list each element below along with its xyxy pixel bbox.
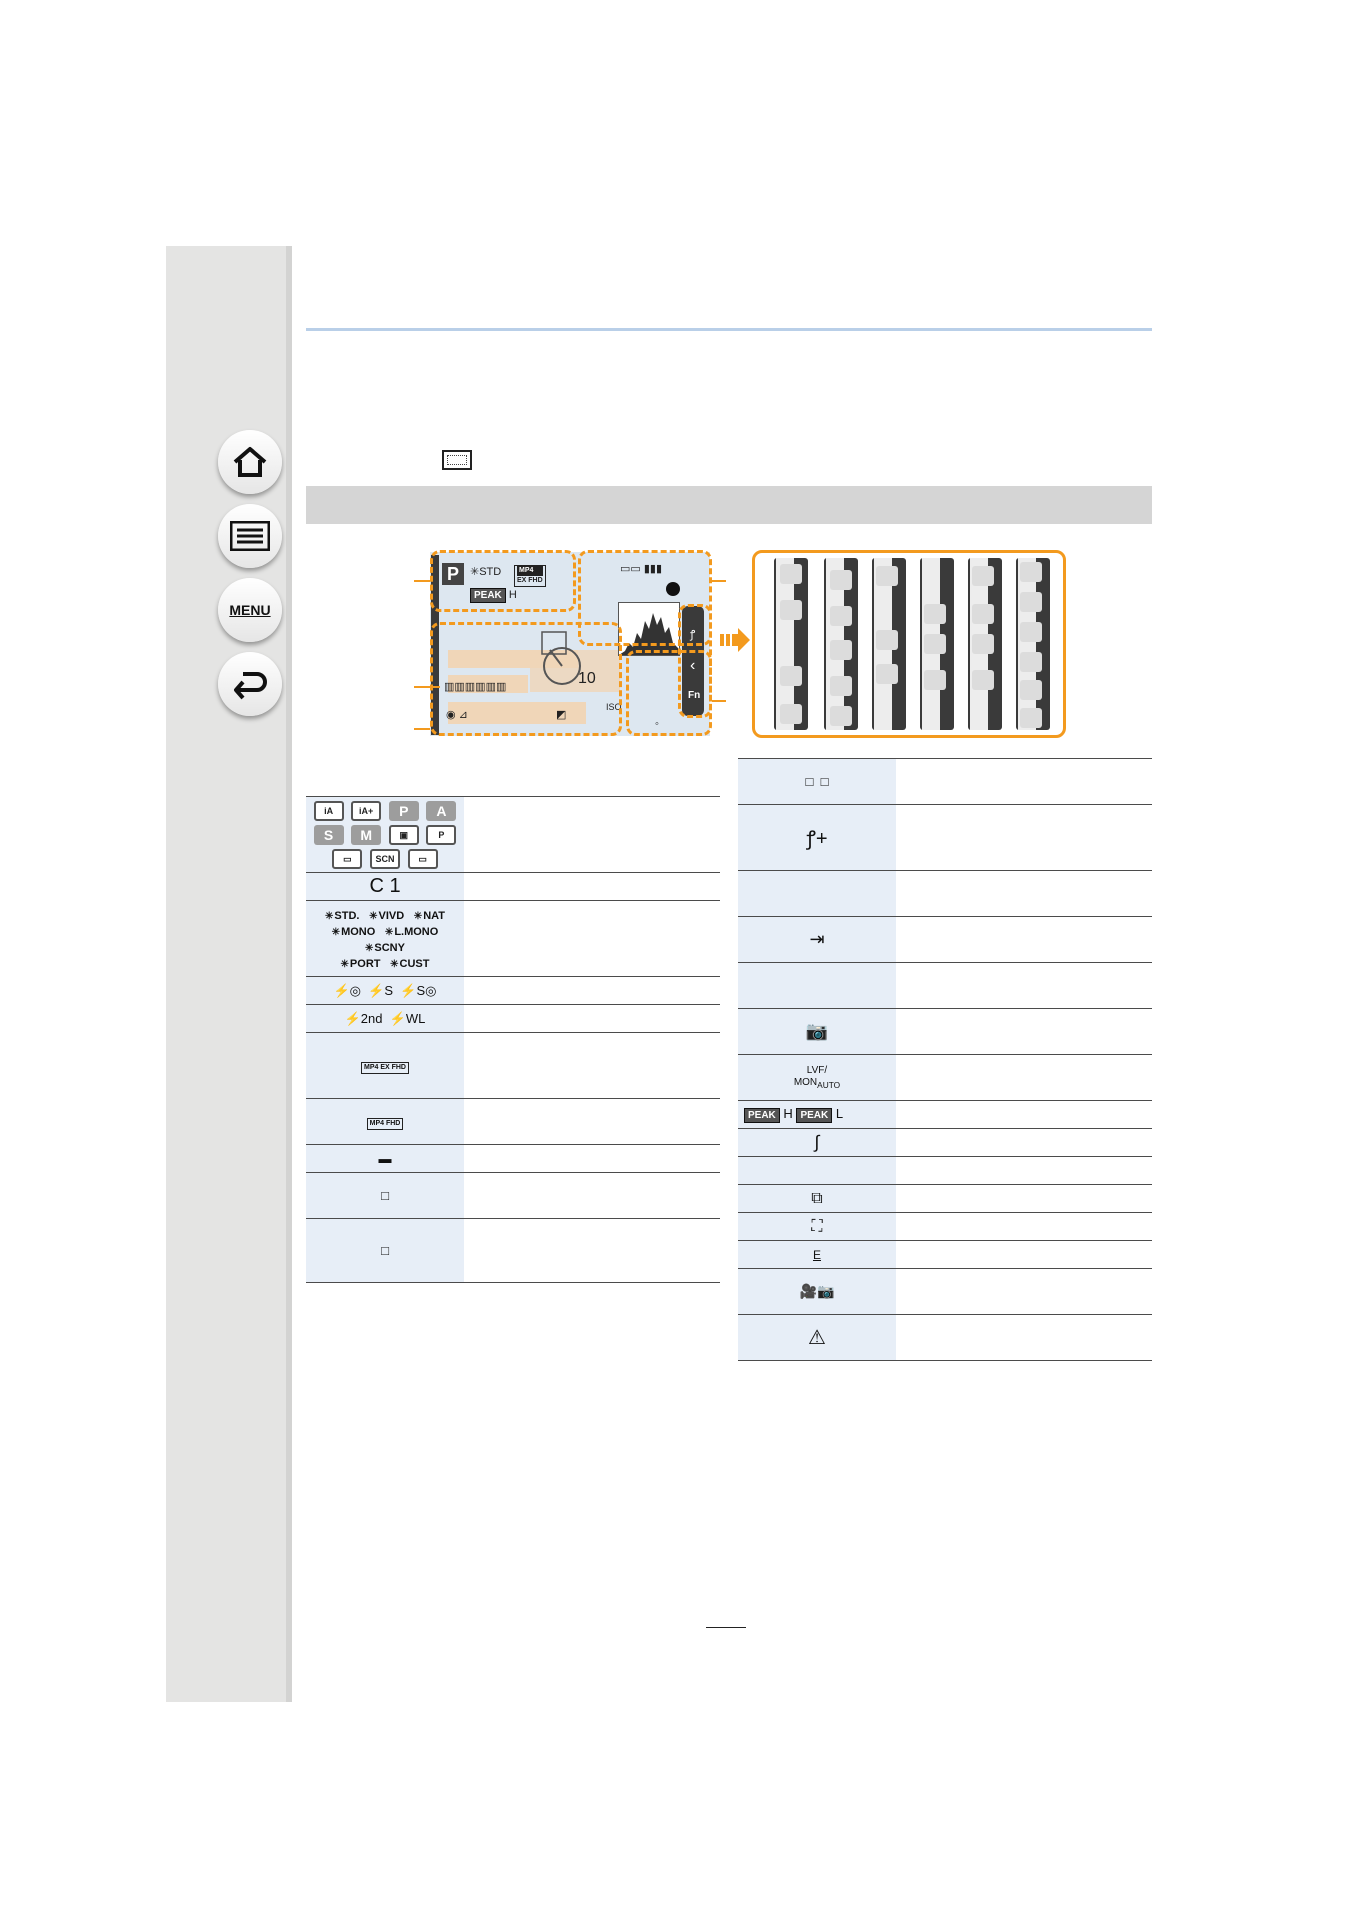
custom-set-icon: C 1 — [306, 873, 464, 901]
table-row — [306, 873, 720, 901]
group-top-left — [430, 550, 576, 612]
menu-btn-6a[interactable] — [1020, 562, 1042, 582]
mp4-badge: MP4 EX FHD — [514, 565, 546, 587]
aperture-priority-icon: A — [426, 801, 456, 821]
icon-cell — [738, 871, 896, 917]
creative-control-icon: ▭ — [408, 849, 438, 869]
menu-btn-1c[interactable] — [780, 666, 802, 686]
menu-btn-2b[interactable] — [830, 606, 852, 626]
desc-cell — [896, 1009, 1152, 1055]
menu-btn-2e[interactable] — [830, 706, 852, 726]
format-cell — [306, 1033, 464, 1099]
desc-cell — [896, 1185, 1152, 1213]
flash-wireless-icon: ⚡WL — [389, 1010, 426, 1026]
table-row — [738, 1101, 1152, 1129]
quality-icon: □ — [381, 1243, 389, 1258]
menu-btn-4a[interactable] — [924, 604, 946, 624]
table-row — [306, 797, 720, 873]
peak-low-badge: PEAK — [796, 1108, 832, 1123]
lvf-mon-auto-icon — [738, 1055, 896, 1101]
desc-cell — [896, 917, 1152, 963]
menu-btn-4c[interactable] — [924, 670, 946, 690]
input-icon: ⇥ — [738, 917, 896, 963]
desc-cell — [464, 1099, 720, 1145]
leader-4 — [712, 580, 726, 582]
desc-cell — [896, 1129, 1152, 1157]
af-point-icon: ◦ — [655, 718, 659, 730]
picture-size-icon: □ — [381, 1188, 389, 1203]
menu-btn-1d[interactable] — [780, 704, 802, 724]
sidebar-edge — [286, 246, 292, 1702]
flash-slow-sync-red-eye-icon: ⚡S◎ — [400, 982, 437, 998]
photo-style-cell — [306, 901, 464, 977]
flash-sync-cell — [306, 1005, 464, 1033]
flash-slow-sync-icon: ⚡S — [368, 982, 394, 998]
table-row — [306, 1219, 720, 1283]
desc-cell — [464, 1005, 720, 1033]
auto-label: AUTO — [817, 1079, 841, 1090]
table-row — [306, 1099, 720, 1145]
format-cell — [306, 1099, 464, 1145]
table-row — [738, 963, 1152, 1009]
highlight-shadow-icon: ∫ — [738, 1129, 896, 1157]
desc-cell — [896, 871, 1152, 917]
desc-cell — [896, 759, 1152, 805]
desc-cell — [896, 1241, 1152, 1269]
menu-btn-5d[interactable] — [972, 670, 994, 690]
table-row — [738, 1157, 1152, 1185]
menu-btn-6c[interactable] — [1020, 622, 1042, 642]
flash-red-eye-icon: ⚡◎ — [333, 982, 361, 998]
table-row — [738, 1269, 1152, 1315]
peak-high-label: H — [783, 1106, 793, 1121]
photo-style-mono: ✳ MONO — [332, 926, 376, 938]
aspect-cell — [306, 1145, 464, 1173]
desc-cell — [464, 1219, 720, 1283]
table-row — [738, 805, 1152, 871]
table-row — [738, 1213, 1152, 1241]
multi-exposure-icon: ⧉ — [738, 1185, 896, 1213]
table-row — [306, 1033, 720, 1099]
exposure-comp-icon: ◩ — [556, 709, 567, 721]
desc-cell — [464, 1173, 720, 1219]
box-icon-1: □ — [805, 774, 814, 789]
touch-tab-plus-icon: ꝭ+ — [738, 805, 896, 871]
menu-btn-2a[interactable] — [830, 570, 852, 590]
desc-cell — [464, 797, 720, 873]
box-cell — [306, 1219, 464, 1283]
panorama-icon: P — [426, 825, 456, 845]
menu-btn-1b[interactable] — [780, 600, 802, 620]
table-row — [738, 759, 1152, 805]
desc-cell — [464, 977, 720, 1005]
icon-cell — [738, 759, 896, 805]
box-cell — [306, 1173, 464, 1219]
menu-btn-6d[interactable] — [1020, 652, 1042, 672]
touch-tab-arrow-icon[interactable]: ‹ — [690, 657, 696, 674]
table-row — [306, 901, 720, 977]
photo-style-lmono: ✳ L.MONO — [385, 926, 438, 938]
icon-cell — [738, 1157, 896, 1185]
section-header-bar — [306, 486, 1152, 524]
peak-low-label: L — [835, 1106, 844, 1121]
electronic-shutter-icon: E — [738, 1241, 896, 1269]
scene-guide-icon: ▭ — [332, 849, 362, 869]
monitor-display-icon — [442, 450, 472, 470]
program-ae-icon: P — [389, 801, 419, 821]
leader-2 — [414, 686, 440, 688]
flash-mode-cell — [306, 977, 464, 1005]
page-number-rule — [706, 1627, 746, 1628]
photo-style-natural: ✳ NAT — [414, 910, 445, 922]
menu-btn-5a[interactable] — [972, 566, 994, 586]
photo-style-scenery: ✳ SCNY — [365, 942, 405, 954]
expand-arrow-icon — [720, 628, 750, 652]
box-icon-2: □ — [820, 774, 829, 789]
desc-cell — [896, 1101, 1152, 1129]
contents-button[interactable] — [218, 504, 282, 568]
lvf-label: LVF/ — [806, 1064, 828, 1076]
menu-btn-5c[interactable] — [972, 634, 994, 654]
desc-cell — [464, 873, 720, 901]
table-row — [738, 1009, 1152, 1055]
metering-icon: ◉ ⊿ — [446, 709, 468, 721]
desc-cell — [464, 1145, 720, 1173]
manual-exposure-icon: M — [351, 825, 381, 845]
menu-column-6-inner — [1018, 558, 1036, 730]
menu-btn-3c[interactable] — [876, 664, 898, 684]
peak-badge: PEAK — [470, 588, 506, 603]
flash-2nd-curtain-icon: ⚡2nd — [344, 1010, 383, 1026]
intelligent-auto-icon: iA — [314, 801, 344, 821]
back-button[interactable] — [218, 652, 282, 716]
menu-btn-6b[interactable] — [1020, 592, 1042, 612]
menu-btn-6f[interactable] — [1020, 708, 1042, 728]
desc-cell — [896, 1157, 1152, 1185]
table-row — [738, 871, 1152, 917]
desc-cell — [896, 1269, 1152, 1315]
peak-level: H — [508, 589, 517, 601]
shutter-priority-icon: S — [314, 825, 344, 845]
list-icon — [230, 521, 270, 551]
back-arrow-icon — [231, 668, 269, 700]
table-row — [306, 1145, 720, 1173]
desc-cell — [896, 1315, 1152, 1361]
header-rule — [306, 328, 1152, 331]
group-bottom-left — [430, 622, 622, 736]
desc-cell — [464, 901, 720, 977]
level-gauge-icon: ▥▥▥▥▥▥ — [444, 681, 507, 693]
camera-icon: 📷 — [738, 1009, 896, 1055]
mp4-fhd-icon: MP4 FHD — [367, 1118, 404, 1130]
desc-cell — [896, 805, 1152, 871]
overheat-warning-icon: ⚠ — [738, 1315, 896, 1361]
leader-1 — [414, 580, 430, 582]
scn-icon: SCN — [370, 849, 400, 869]
photo-style-std: ✳ STD. — [325, 910, 359, 922]
menu-btn-6e[interactable] — [1020, 680, 1042, 700]
home-icon — [231, 445, 269, 479]
intelligent-auto-plus-icon: iA+ — [351, 801, 381, 821]
menu-btn-2d[interactable] — [830, 676, 852, 696]
menu-button[interactable] — [218, 578, 282, 642]
photo-style-custom: ✳ CUST — [390, 958, 429, 970]
table-row — [738, 1185, 1152, 1213]
aspect-ratio-icon: ▬ — [378, 1151, 392, 1166]
table-row — [306, 1173, 720, 1219]
menu-btn-1a[interactable] — [780, 564, 802, 584]
photo-style-portrait: ✳ PORT — [341, 958, 381, 970]
group-touch-tab — [678, 604, 712, 718]
peaking-cell — [738, 1101, 896, 1129]
menu-btn-5b[interactable] — [972, 604, 994, 624]
desc-cell — [464, 1033, 720, 1099]
menu-btn-3b[interactable] — [876, 630, 898, 650]
table-row — [306, 1005, 720, 1033]
table-row — [738, 917, 1152, 963]
table-row — [738, 1055, 1152, 1101]
photo-style-vivid: ✳ VIVD — [369, 910, 404, 922]
menu-btn-3a[interactable] — [876, 566, 898, 586]
menu-btn-4b[interactable] — [924, 634, 946, 654]
leader-3 — [414, 728, 430, 730]
creative-video-icon: ▣ — [389, 825, 419, 845]
photo-style-symbol: ✳STD — [470, 566, 502, 578]
battery-icon: ▭▭ ▮▮▮ — [620, 563, 663, 575]
frame-marker-icon: ⛶ — [738, 1213, 896, 1241]
menu-btn-2c[interactable] — [830, 640, 852, 660]
icon-cell — [306, 797, 464, 873]
iso-label: ISO — [606, 702, 622, 712]
home-button[interactable] — [218, 430, 282, 494]
table-row — [738, 1129, 1152, 1157]
video-photo-icon: 🎥📷 — [738, 1269, 896, 1315]
touch-tab-icon[interactable]: ꝭ — [690, 629, 696, 641]
leader-5 — [712, 700, 726, 702]
table-row — [306, 977, 720, 1005]
recording-mode-icon: P — [442, 563, 464, 585]
menu-label: MENU — [229, 602, 271, 618]
right-icon-table — [738, 758, 1152, 1361]
desc-cell — [896, 1213, 1152, 1241]
table-row — [738, 1315, 1152, 1361]
mp4-ex-fhd-icon: MP4 EX FHD — [361, 1062, 409, 1074]
mon-label: MON — [793, 1076, 818, 1088]
icon-cell — [738, 963, 896, 1009]
desc-cell — [896, 1055, 1152, 1101]
desc-cell — [896, 963, 1152, 1009]
fn-tab-label[interactable]: Fn — [688, 690, 701, 701]
self-timer-count: 10 — [578, 670, 596, 687]
left-icon-table — [306, 796, 720, 1283]
table-row — [738, 1241, 1152, 1269]
peak-high-badge: PEAK — [744, 1108, 780, 1123]
